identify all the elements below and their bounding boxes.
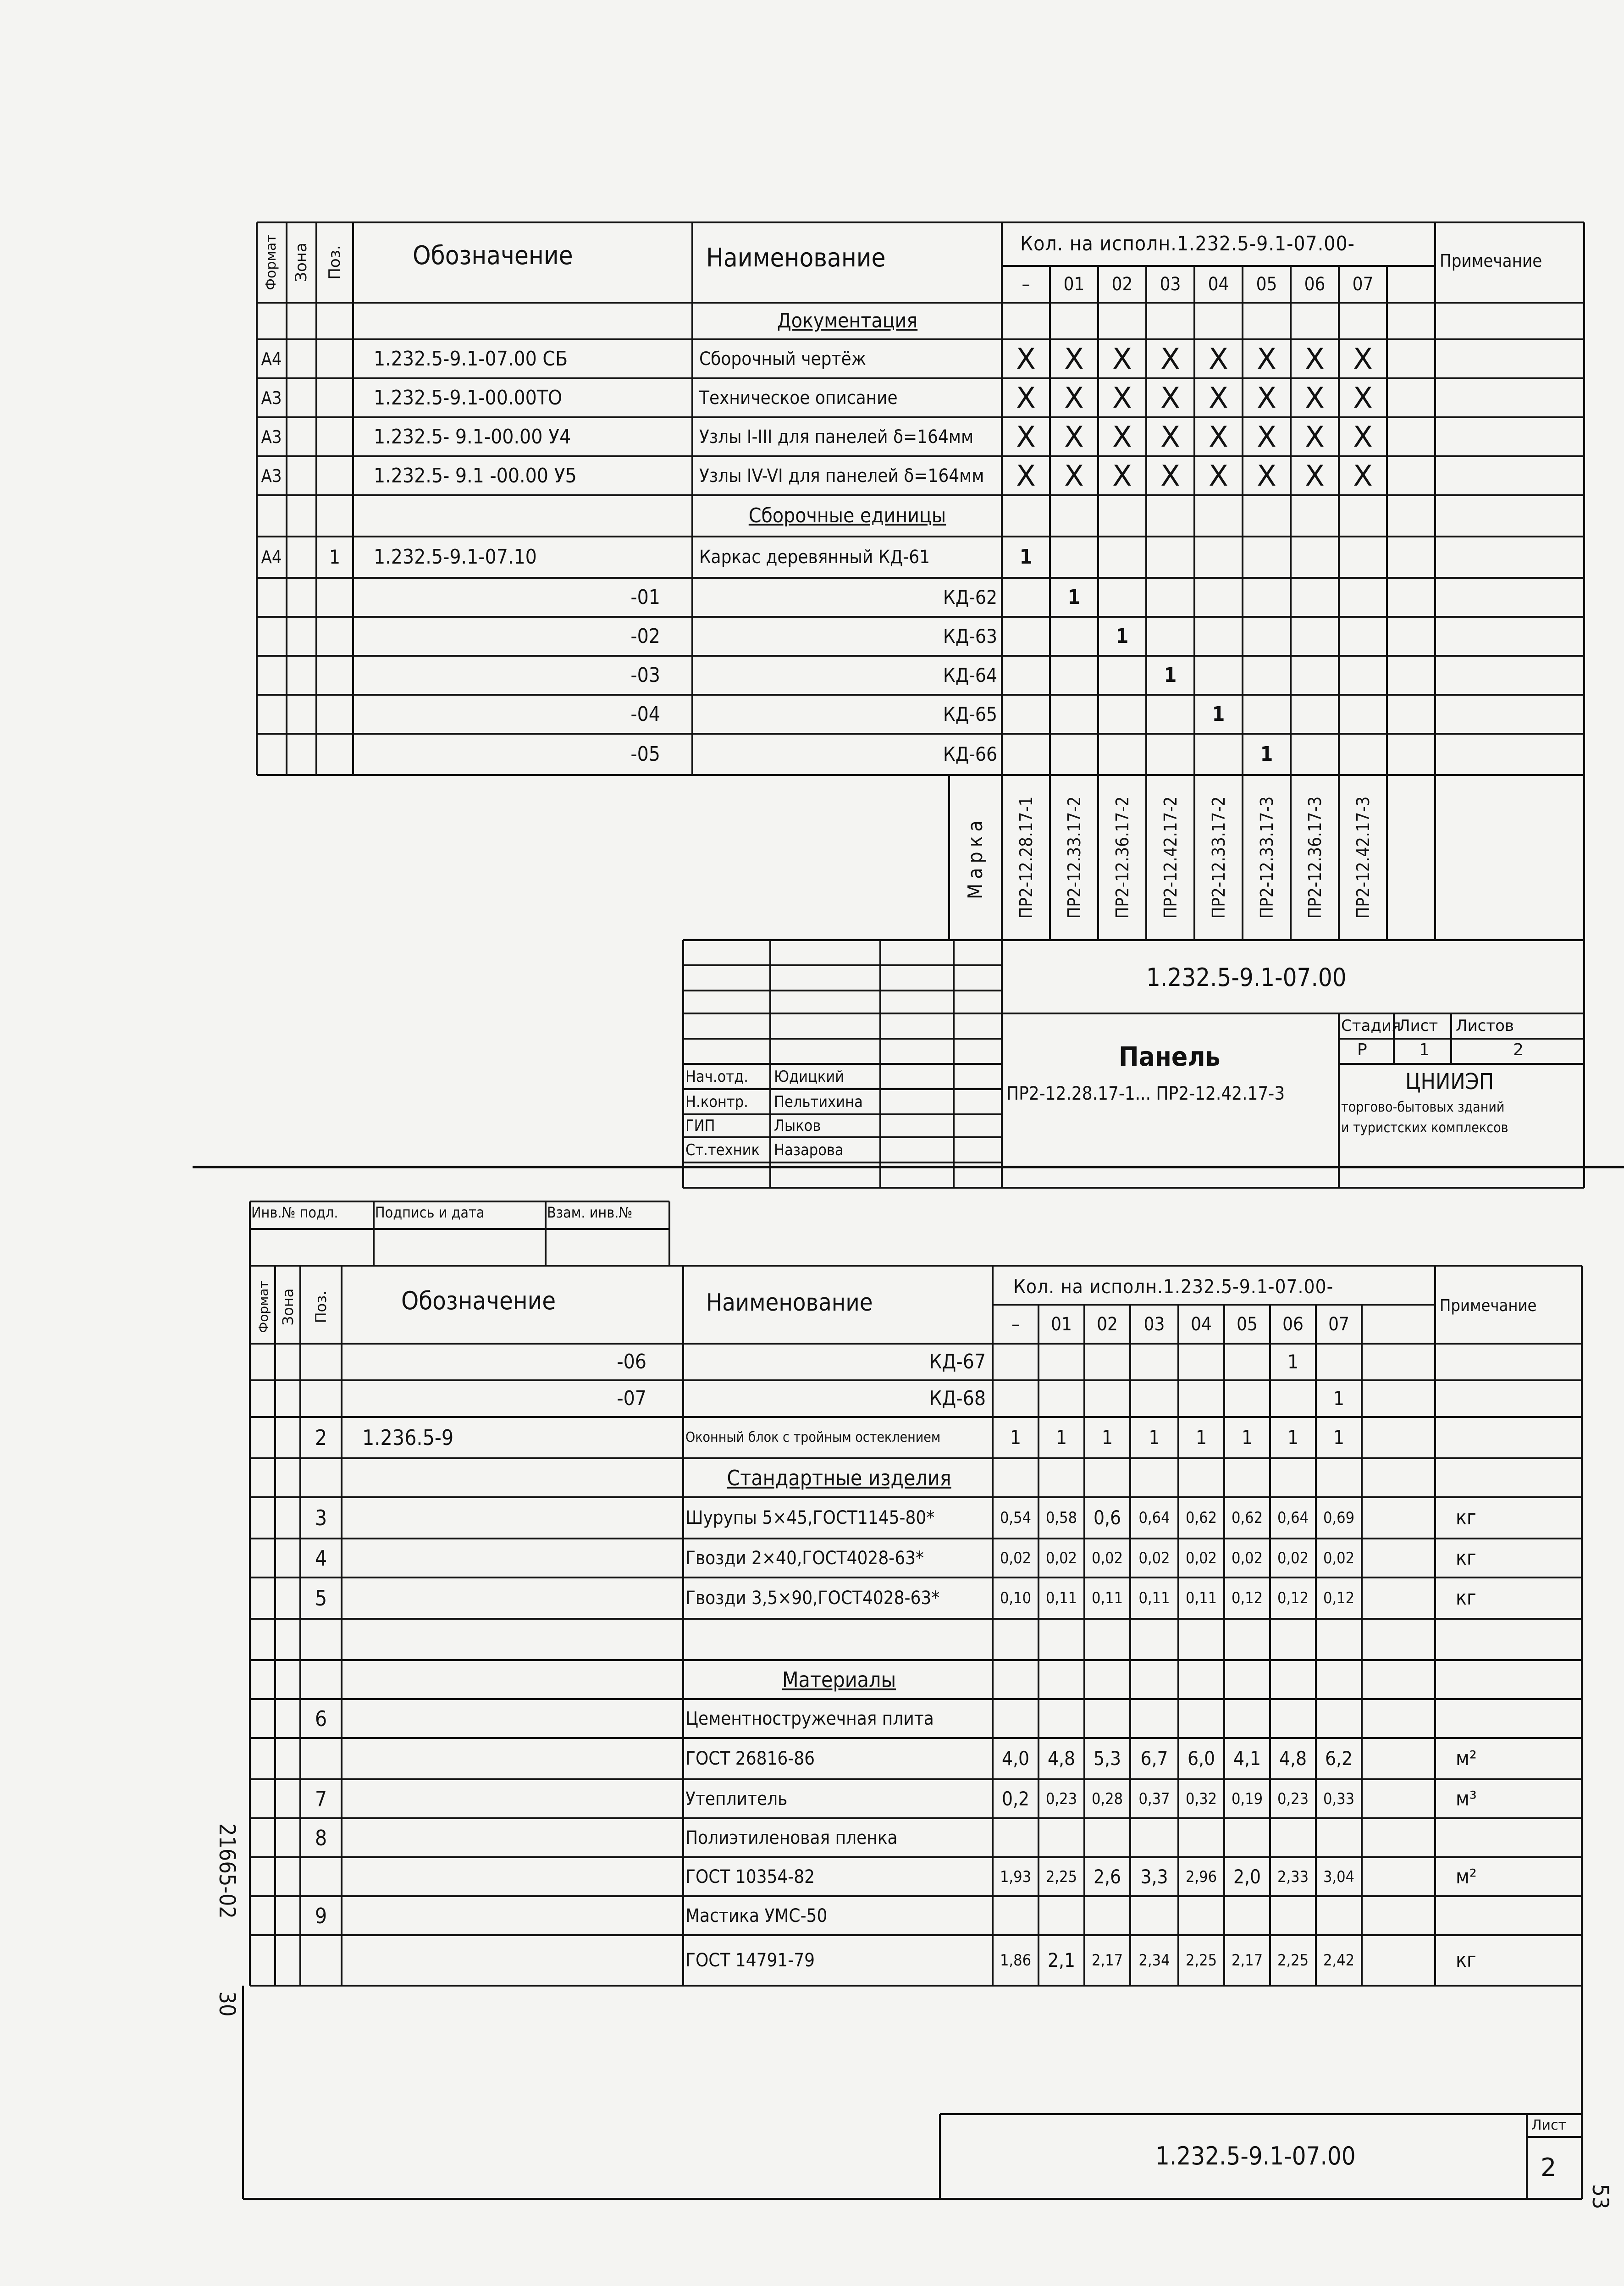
signer-name: Лыков (774, 1117, 821, 1135)
designation-cell: -04 (630, 702, 660, 726)
qty-cell: 1 (1019, 545, 1033, 569)
variant-header: – (1011, 1314, 1020, 1335)
marka-item: ПР2-12.33.17-2 (1064, 796, 1084, 919)
qty-cell: 2,1 (1047, 1949, 1076, 1971)
unit-cell: кг (1456, 1506, 1476, 1529)
stage-value: Р (1357, 1041, 1367, 1059)
qty-cell: 0,32 (1185, 1789, 1217, 1808)
variant-header: 01 (1063, 274, 1085, 295)
qty-cell: 1,93 (1000, 1867, 1032, 1886)
marka-label: Марка (964, 816, 987, 899)
qty-cell: 0,11 (1138, 1589, 1170, 1607)
variant-header: 02 (1097, 1314, 1118, 1335)
not-applicable-mark: X (1016, 342, 1036, 376)
name-cell: КД-68 (929, 1387, 986, 1410)
footer-sheet-label: Лист (1531, 2117, 1567, 2133)
qty-cell: 0,02 (1185, 1549, 1217, 1567)
designation-cell: 1.232.5-9.1-07.10 (374, 545, 537, 569)
name-cell: КД-67 (929, 1350, 986, 1373)
qty-cell: 1 (1212, 702, 1225, 726)
qty-cell: 0,62 (1185, 1509, 1217, 1527)
unit-cell: м² (1456, 1865, 1477, 1888)
qty-cell: 0,64 (1138, 1509, 1170, 1527)
qty-cell: 1 (1195, 1426, 1207, 1449)
qty-cell: 4,1 (1233, 1747, 1261, 1770)
name-cell: Полиэтиленовая пленка (685, 1827, 898, 1849)
position-cell: 9 (315, 1903, 327, 1928)
designation-cell: 1.232.5-9.1-07.00 СБ (374, 347, 568, 371)
qty-cell: 0,11 (1091, 1589, 1123, 1607)
org-name: ЦНИИЭП (1405, 1069, 1494, 1095)
qty-cell: 6,2 (1325, 1747, 1353, 1770)
not-applicable-mark: X (1112, 420, 1132, 454)
qty-cell: 1,86 (1000, 1951, 1032, 1970)
header-qty: Кол. на исполн.1.232.5-9.1-07.00- (1013, 1275, 1334, 1298)
position-cell: 8 (315, 1825, 327, 1850)
designation-cell: 1.232.5- 9.1-00.00 У4 (374, 425, 571, 448)
not-applicable-mark: X (1112, 381, 1132, 415)
qty-cell: 1 (1241, 1426, 1253, 1449)
section-heading: Материалы (782, 1667, 896, 1692)
variant-header: 05 (1237, 1314, 1258, 1335)
unit-cell: кг (1456, 1586, 1476, 1610)
not-applicable-mark: X (1257, 381, 1276, 415)
qty-cell: 0,23 (1277, 1789, 1309, 1808)
qty-cell: 0,69 (1323, 1509, 1355, 1527)
signer-role: Нач.отд. (685, 1067, 748, 1086)
qty-cell: 1 (1101, 1426, 1113, 1449)
stamp-label: Инв.№ подл. (251, 1204, 338, 1221)
qty-cell: 1 (1164, 663, 1177, 687)
side-archive-number: 21665-02 (214, 1823, 240, 1919)
qty-cell: 0,37 (1138, 1789, 1170, 1808)
qty-cell: 2,33 (1277, 1867, 1309, 1886)
not-applicable-mark: X (1160, 459, 1180, 493)
qty-cell: 1 (1260, 742, 1273, 766)
qty-cell: 2,25 (1045, 1867, 1077, 1886)
qty-cell: 0,02 (1138, 1549, 1170, 1567)
qty-cell: 6,0 (1187, 1747, 1215, 1770)
qty-cell: 0,02 (1323, 1549, 1355, 1567)
variant-header: 04 (1208, 274, 1229, 295)
signer-role: ГИП (685, 1117, 715, 1135)
qty-cell: 0,12 (1277, 1589, 1309, 1607)
header-zone: Зона (292, 243, 310, 282)
header-pos: Поз. (312, 1290, 330, 1323)
variant-header: 03 (1143, 1314, 1165, 1335)
variant-header: 07 (1352, 274, 1374, 295)
qty-cell: 0,58 (1045, 1509, 1077, 1527)
designation-cell: -07 (617, 1387, 646, 1410)
not-applicable-mark: X (1257, 420, 1276, 454)
name-cell: Каркас деревянный КД-61 (699, 547, 930, 568)
position-cell: 6 (315, 1706, 327, 1731)
qty-cell: 2,96 (1185, 1867, 1217, 1886)
position-cell: 5 (315, 1586, 327, 1611)
qty-cell: 1 (1067, 585, 1081, 609)
name-cell: Оконный блок с тройным остеклением (685, 1429, 941, 1445)
format-cell: А4 (261, 547, 282, 567)
position-cell: 1 (329, 546, 341, 568)
qty-cell: 0,12 (1231, 1589, 1263, 1607)
variant-header: 03 (1160, 274, 1181, 295)
designation-cell: 1.232.5-9.1-00.00ТО (374, 386, 563, 410)
qty-cell: 0,02 (1000, 1549, 1032, 1567)
name-cell: Гвозди 2×40,ГОСТ4028-63* (685, 1547, 924, 1569)
position-cell: 4 (315, 1545, 327, 1571)
position-cell: 7 (315, 1786, 327, 1811)
not-applicable-mark: X (1305, 459, 1325, 493)
qty-cell: 1 (1287, 1426, 1299, 1449)
qty-cell: 2,42 (1323, 1951, 1355, 1970)
name-cell: Цементностружечная плита (685, 1708, 934, 1729)
qty-cell: 1 (1333, 1426, 1345, 1449)
name-cell: Гвозди 3,5×90,ГОСТ4028-63* (685, 1588, 940, 1609)
variant-header: 02 (1111, 274, 1133, 295)
qty-cell: 1 (1287, 1351, 1299, 1373)
format-cell: А4 (261, 349, 282, 369)
qty-cell: 4,8 (1279, 1747, 1307, 1770)
qty-cell: 2,17 (1091, 1951, 1123, 1970)
name-cell: КД-63 (943, 625, 997, 648)
qty-cell: 1 (1116, 624, 1129, 648)
not-applicable-mark: X (1160, 342, 1180, 376)
not-applicable-mark: X (1016, 459, 1036, 493)
qty-cell: 3,04 (1323, 1867, 1355, 1886)
unit-cell: м³ (1456, 1787, 1477, 1810)
name-cell: Техническое описание (699, 387, 898, 409)
qty-cell: 2,25 (1185, 1951, 1217, 1970)
sheet-label: Лист (1398, 1017, 1438, 1035)
not-applicable-mark: X (1305, 420, 1325, 454)
name-cell: ГОСТ 10354-82 (685, 1866, 815, 1887)
qty-cell: 2,0 (1233, 1865, 1261, 1888)
variant-header: – (1022, 274, 1030, 295)
not-applicable-mark: X (1209, 420, 1228, 454)
signer-name: Юдицкий (774, 1067, 845, 1086)
section-heading: Сборочные единицы (748, 504, 946, 527)
not-applicable-mark: X (1353, 342, 1373, 376)
position-cell: 2 (315, 1425, 327, 1450)
designation-cell: -05 (630, 742, 660, 766)
qty-cell: 0,02 (1277, 1549, 1309, 1567)
not-applicable-mark: X (1209, 381, 1228, 415)
qty-cell: 4,0 (1001, 1747, 1030, 1770)
signer-role: Н.контр. (685, 1092, 748, 1111)
variant-header: 06 (1282, 1314, 1304, 1335)
designation-cell: 1.232.5- 9.1 -00.00 У5 (374, 464, 577, 487)
variant-header: 07 (1328, 1314, 1349, 1335)
not-applicable-mark: X (1112, 342, 1132, 376)
qty-cell: 0,02 (1231, 1549, 1263, 1567)
qty-cell: 0,02 (1091, 1549, 1123, 1567)
qty-cell: 2,25 (1277, 1951, 1309, 1970)
qty-cell: 2,17 (1231, 1951, 1263, 1970)
marka-item: ПР2-12.36.17-2 (1112, 796, 1132, 919)
header-zone: Зона (279, 1288, 297, 1326)
title-name: Панель (1119, 1041, 1221, 1072)
format-cell: А3 (261, 426, 282, 447)
header-pos: Поз. (326, 245, 344, 280)
marka-item: ПР2-12.36.17-3 (1304, 796, 1325, 919)
not-applicable-mark: X (1209, 459, 1228, 493)
name-cell: Сборочный чертёж (699, 348, 867, 370)
section-heading: Стандартные изделия (727, 1465, 951, 1490)
qty-cell: 1 (1010, 1426, 1022, 1449)
not-applicable-mark: X (1305, 381, 1325, 415)
name-cell: КД-65 (943, 703, 997, 725)
title-code: 1.232.5-9.1-07.00 (1146, 963, 1347, 992)
header-format: Формат (256, 1281, 271, 1333)
header-designation: Обозначение (401, 1286, 556, 1315)
name-cell: КД-66 (943, 743, 997, 765)
signer-name: Пельтихина (774, 1092, 863, 1111)
marka-item: ПР2-12.42.17-3 (1353, 796, 1373, 919)
unit-cell: м² (1456, 1747, 1477, 1770)
variant-header: 05 (1256, 274, 1277, 295)
header-note: Примечание (1440, 1296, 1537, 1315)
qty-cell: 0,02 (1045, 1549, 1077, 1567)
format-cell: А3 (261, 465, 282, 486)
unit-cell: кг (1456, 1546, 1476, 1570)
name-cell: Утеплитель (685, 1788, 788, 1810)
designation-cell: -06 (617, 1350, 646, 1373)
qty-cell: 0,6 (1093, 1506, 1121, 1529)
org-line-3: и туристских комплексов (1341, 1120, 1508, 1136)
sheet-value: 1 (1419, 1041, 1430, 1059)
signer-name: Назарова (774, 1140, 844, 1159)
header-name: Наименование (706, 1289, 873, 1317)
variant-header: 06 (1304, 274, 1326, 295)
variant-header: 04 (1191, 1314, 1212, 1335)
header-designation: Обозначение (413, 241, 573, 271)
not-applicable-mark: X (1353, 381, 1373, 415)
qty-cell: 4,8 (1047, 1747, 1076, 1770)
not-applicable-mark: X (1016, 381, 1036, 415)
name-cell: Шурупы 5×45,ГОСТ1145-80* (685, 1507, 935, 1528)
qty-cell: 0,12 (1323, 1589, 1355, 1607)
qty-cell: 1 (1149, 1426, 1160, 1449)
name-cell: Узлы IV-VI для панелей δ=164мм (699, 465, 984, 487)
section-heading: Документация (777, 309, 918, 332)
not-applicable-mark: X (1112, 459, 1132, 493)
stage-label: Стадия (1341, 1017, 1401, 1035)
qty-cell: 2,6 (1093, 1865, 1121, 1888)
qty-cell: 0,62 (1231, 1509, 1263, 1527)
variant-header: 01 (1051, 1314, 1072, 1335)
qty-cell: 3,3 (1140, 1865, 1168, 1888)
corner-number: 53 (1587, 2184, 1613, 2209)
header-name: Наименование (706, 243, 886, 273)
not-applicable-mark: X (1305, 342, 1325, 376)
not-applicable-mark: X (1064, 342, 1084, 376)
qty-cell: 0,54 (1000, 1509, 1032, 1527)
not-applicable-mark: X (1209, 342, 1228, 376)
side-page-number: 30 (214, 1991, 240, 2017)
qty-cell: 0,23 (1045, 1789, 1077, 1808)
designation-cell: 1.236.5-9 (362, 1425, 454, 1450)
name-cell: Узлы I-III для панелей δ=164мм (699, 426, 974, 448)
designation-cell: -03 (630, 663, 660, 687)
not-applicable-mark: X (1064, 420, 1084, 454)
format-cell: А3 (261, 387, 282, 408)
unit-cell: кг (1456, 1948, 1476, 1972)
qty-cell: 0,11 (1185, 1589, 1217, 1607)
qty-cell: 0,19 (1231, 1789, 1263, 1808)
signer-role: Ст.техник (685, 1140, 760, 1159)
qty-cell: 0,10 (1000, 1589, 1032, 1607)
not-applicable-mark: X (1353, 420, 1373, 454)
qty-cell: 0,64 (1277, 1509, 1309, 1527)
not-applicable-mark: X (1353, 459, 1373, 493)
qty-cell: 6,7 (1140, 1747, 1168, 1770)
designation-cell: -02 (630, 624, 660, 648)
not-applicable-mark: X (1257, 459, 1276, 493)
designation-cell: -01 (630, 585, 660, 609)
not-applicable-mark: X (1257, 342, 1276, 376)
marka-item: ПР2-12.28.17-1 (1016, 796, 1036, 919)
name-cell: КД-62 (943, 586, 997, 609)
not-applicable-mark: X (1064, 459, 1084, 493)
qty-cell: 0,2 (1001, 1787, 1030, 1810)
footer-sheet-number: 2 (1541, 2153, 1557, 2182)
name-cell: ГОСТ 26816-86 (685, 1748, 815, 1769)
not-applicable-mark: X (1016, 420, 1036, 454)
sheets-label: Листов (1456, 1017, 1514, 1035)
qty-cell: 1 (1055, 1426, 1067, 1449)
org-line-2: торгово-бытовых зданий (1341, 1099, 1505, 1115)
qty-cell: 0,28 (1091, 1789, 1123, 1808)
qty-cell: 2,34 (1138, 1951, 1170, 1970)
header-note: Примечание (1440, 251, 1542, 271)
header-qty: Кол. на исполн.1.232.5-9.1-07.00- (1020, 232, 1355, 255)
qty-cell: 5,3 (1093, 1747, 1121, 1770)
footer-code: 1.232.5-9.1-07.00 (1155, 2142, 1356, 2170)
name-cell: ГОСТ 14791-79 (685, 1950, 815, 1971)
name-cell: Мастика УМС-50 (685, 1905, 828, 1926)
sheets-value: 2 (1513, 1041, 1524, 1059)
stamp-label: Взам. инв.№ (547, 1204, 633, 1221)
not-applicable-mark: X (1160, 420, 1180, 454)
title-subtitle: ПР2-12.28.17-1... ПР2-12.42.17-3 (1006, 1083, 1285, 1104)
qty-cell: 0,33 (1323, 1789, 1355, 1808)
header-format: Формат (263, 234, 279, 290)
not-applicable-mark: X (1160, 381, 1180, 415)
name-cell: КД-64 (943, 664, 997, 686)
marka-item: ПР2-12.33.17-3 (1256, 796, 1277, 919)
stamp-label: Подпись и дата (375, 1204, 485, 1221)
position-cell: 3 (315, 1506, 327, 1530)
not-applicable-mark: X (1064, 381, 1084, 415)
marka-item: ПР2-12.33.17-2 (1208, 796, 1229, 919)
qty-cell: 0,11 (1045, 1589, 1077, 1607)
marka-item: ПР2-12.42.17-2 (1160, 796, 1181, 919)
qty-cell: 1 (1333, 1387, 1345, 1410)
